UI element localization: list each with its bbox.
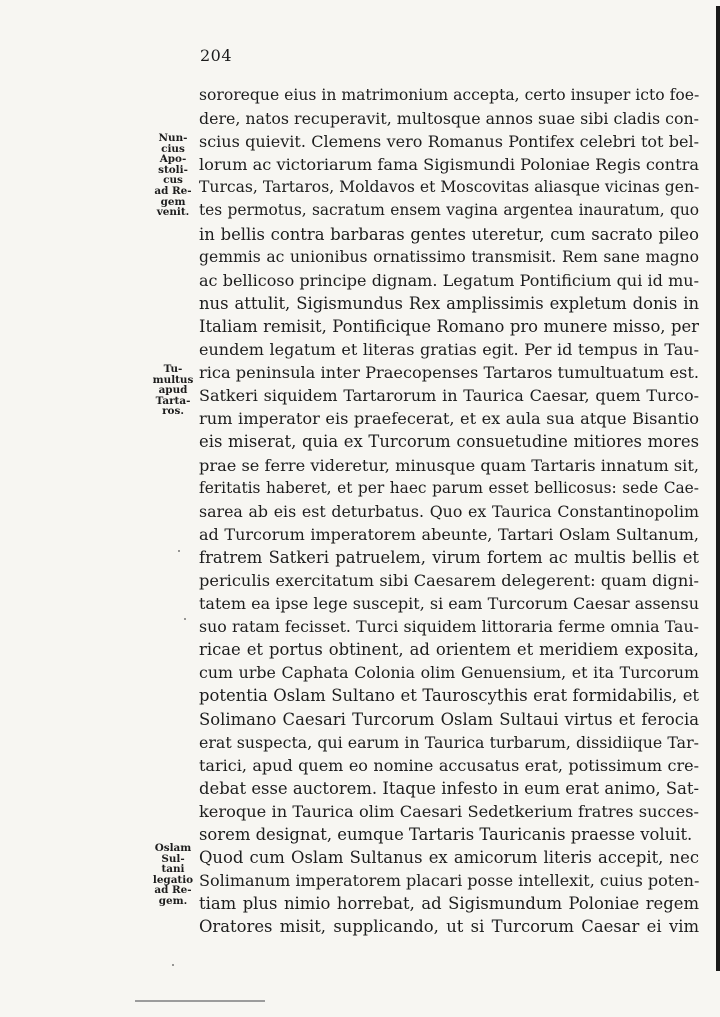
margin-note-line: Tu- xyxy=(163,363,183,375)
text-line: ad Turcorum imperatorem abeunte, Tartari Oslam Sultanum, xyxy=(199,524,699,544)
margin-note-tumultus xyxy=(148,364,198,417)
text-line: lorum ac victoriarum fama Sigismundi Poloniae Regis contra xyxy=(199,155,699,175)
text-line: ac bellicoso principe dignam. Legatum Pontificium qui id mu- xyxy=(199,270,699,290)
margin-note-line: gem. xyxy=(158,894,188,907)
margin-note-line: ros. xyxy=(162,405,184,418)
text-line: Turcas, Tartaros, Moldavos et Moscovitas aliasque vicinas gen- xyxy=(199,178,700,197)
text-line: nus attulit, Sigismundus Rex amplissimis expletum donis in xyxy=(199,293,699,313)
text-line: keroque in Taurica olim Caesari Sedetkerium fratres succes- xyxy=(199,801,699,821)
text-line: scius quievit. Clemens vero Romanus Pontifex celebri tot bel- xyxy=(199,132,699,152)
margin-note-line: Nun- xyxy=(158,132,188,144)
scan-speck xyxy=(178,550,180,552)
text-line: Satkeri siquidem Tartarorum in Taurica Caesar, quem Turco- xyxy=(199,386,699,406)
margin-note-line: Oslam xyxy=(154,842,192,854)
text-line: ricae et portus obtinent, ad orientem et meridiem exposita, xyxy=(199,640,699,660)
margin-note-legatio xyxy=(148,843,198,907)
text-line: prae se ferre videretur, minusque quam Tartaris innatum sit, xyxy=(199,455,699,475)
margin-note-line: Sul- xyxy=(161,852,185,865)
text-line: fratrem Satkeri patruelem, virum fortem ac multis bellis et xyxy=(199,547,699,567)
text-line: rica peninsula inter Praecopenses Tartaros tumultuatum est. xyxy=(199,363,699,383)
margin-note-line: tani xyxy=(161,863,185,876)
text-line: debat esse auctorem. Itaque infesto in eum erat animo, Sat- xyxy=(199,778,699,798)
margin-note-line: apud xyxy=(158,384,188,397)
margin-note-line: cius xyxy=(161,142,185,155)
text-line: dere, natos recuperavit, multosque annos suae sibi cladis con- xyxy=(199,109,699,129)
scan-speck xyxy=(172,964,174,966)
margin-note-line: Tarta- xyxy=(155,394,191,407)
margin-note-line: ad Re- xyxy=(154,184,192,197)
margin-note-line: stoli- xyxy=(158,163,188,176)
text-line: eundem legatum et literas gratias egit. Per id tempus in Tau- xyxy=(199,340,699,360)
text-line: potentia Oslam Sultano et Tauroscythis erat formidabilis, et xyxy=(199,686,699,706)
margin-note-line: Apo- xyxy=(159,153,187,166)
margin-note-line: legatio xyxy=(152,873,194,886)
margin-note-line: venit. xyxy=(156,206,190,219)
margin-note-line: cus xyxy=(163,174,183,187)
scan-speck xyxy=(184,618,186,620)
margin-note-line: gem xyxy=(160,195,186,208)
text-line: suo ratam fecisset. Turci siquidem littoraria ferme omnia Tau- xyxy=(199,617,699,637)
text-line: eis miserat, quia ex Turcorum consuetudine mitiores mores xyxy=(199,432,699,452)
text-line: gemmis ac unionibus ornatissimo transmisit. Rem sane magno xyxy=(199,247,699,266)
text-line: Oratores misit, supplicando, ut si Turcorum Caesar ei vim xyxy=(199,917,699,937)
text-line: Solimanum imperatorem placari posse intellexit, cuius poten- xyxy=(199,871,700,891)
body-text xyxy=(199,84,699,938)
text-line: sorem designat, eumque Tartaris Tauricanis praesse voluit. xyxy=(199,825,693,844)
text-line: periculis exercitatum sibi Caesarem delegerent: quam digni- xyxy=(199,570,699,590)
text-line: tiam plus nimio horrebat, ad Sigismundum Poloniae regem xyxy=(199,894,699,914)
margin-note-nuncius xyxy=(148,133,198,218)
text-line: erat suspecta, qui earum in Taurica turbarum, dissidiique Tar- xyxy=(199,732,699,752)
text-line: sororeque eius in matrimonium accepta, certo insuper icto foe- xyxy=(199,86,700,104)
scan-edge-shadow xyxy=(716,6,720,971)
text-line: feritatis haberet, et per haec parum esset bellicosus: sede Cae- xyxy=(199,478,699,497)
text-line: tes permotus, sacratum ensem vagina argentea inauratum, quo xyxy=(199,201,699,220)
scan-bottom-mark xyxy=(135,1000,265,1002)
text-line: in bellis contra barbaras gentes uteretur, cum sacrato pileo xyxy=(199,224,699,244)
text-line: rum imperator eis praefecerat, et ex aula sua atque Bisantio xyxy=(199,409,699,429)
text-line: tatem ea ipse lege suscepit, si eam Turcorum Caesar assensu xyxy=(199,594,699,614)
text-line: sarea ab eis est deturbatus. Quo ex Taurica Constantinopolim xyxy=(199,501,699,521)
margin-note-line: ad Re- xyxy=(154,884,192,897)
margin-note-line: multus xyxy=(152,373,194,386)
text-line: Quod cum Oslam Sultanus ex amicorum literis accepit, nec xyxy=(199,848,699,868)
text-line: Italiam remisit, Pontificique Romano pro munere misso, per xyxy=(199,316,699,336)
page-number: 204 xyxy=(200,46,233,65)
text-line: cum urbe Caphata Colonia olim Genuensium, et ita Turcorum xyxy=(199,663,699,683)
text-line: Solimano Caesari Turcorum Oslam Sultaui virtus et ferocia xyxy=(199,709,699,729)
text-line: tarici, apud quem eo nomine accusatus erat, potissimum cre- xyxy=(199,755,699,775)
